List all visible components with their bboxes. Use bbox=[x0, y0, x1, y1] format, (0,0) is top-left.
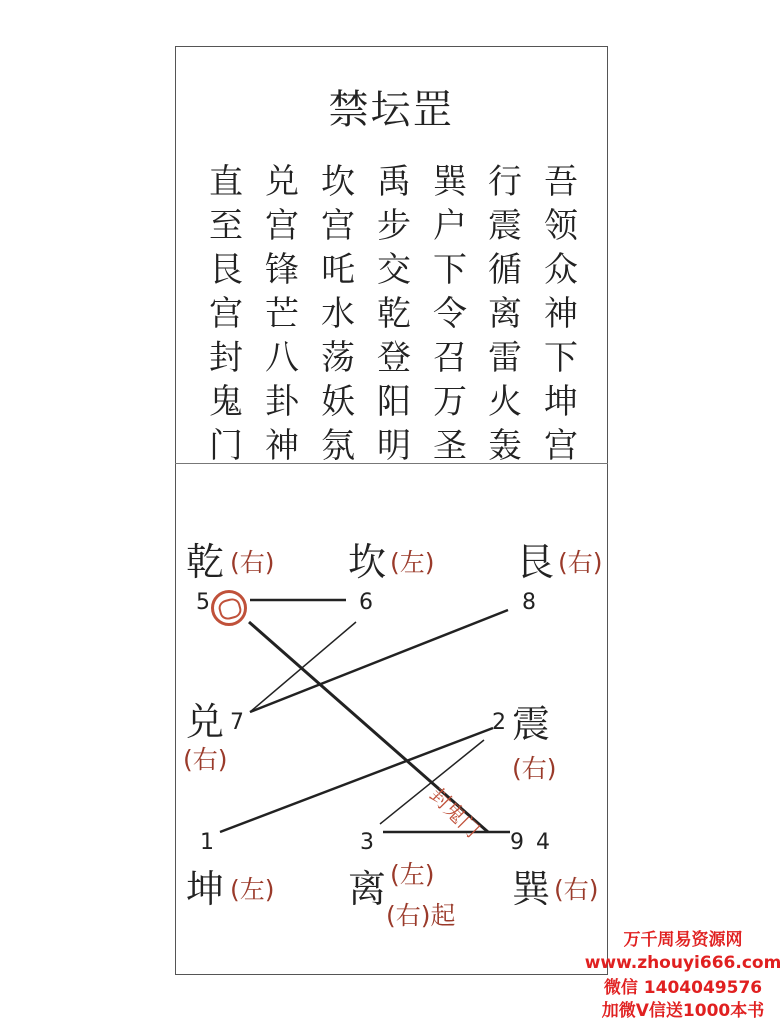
trigram-qian-number: 5 bbox=[196, 590, 210, 615]
trigram-gen-number: 8 bbox=[522, 590, 536, 615]
trigram-kan-number: 6 bbox=[359, 590, 373, 615]
trigram-gen-side: (右) bbox=[558, 548, 603, 577]
trigram-li: 离 bbox=[348, 867, 387, 911]
verse-column-5: 坎宫吒水荡妖氛 bbox=[321, 162, 355, 466]
trigram-xun-number: 9 bbox=[510, 830, 524, 855]
page-title: 禁坛罡 bbox=[328, 87, 455, 133]
verse-column-1: 吾领众神下坤宫 bbox=[544, 162, 578, 466]
trigram-zhen: 震 bbox=[512, 702, 551, 746]
watermark-line-4: 加微V信送1000本书 bbox=[601, 1001, 765, 1021]
trigram-li-side: (左) bbox=[390, 860, 435, 889]
trigram-qian-side: (右) bbox=[230, 548, 275, 577]
seal-stamp-icon bbox=[211, 590, 247, 626]
trigram-qian: 乾 bbox=[186, 540, 225, 584]
trigram-kun-number: 1 bbox=[200, 830, 214, 855]
trigram-zhen-side: (右) bbox=[512, 754, 557, 783]
trigram-dui-number: 7 bbox=[230, 710, 244, 735]
verse-column-7: 直至艮宫封鬼门 bbox=[209, 162, 243, 466]
trigram-kun-side: (左) bbox=[230, 875, 275, 904]
verse-column-6: 兑宫锋芒八卦神 bbox=[265, 162, 299, 466]
trigram-dui-side: (右) bbox=[183, 745, 228, 774]
gate-label: 封鬼门 bbox=[425, 782, 485, 843]
trigram-xun: 巽 bbox=[512, 867, 551, 911]
trigram-kun: 坤 bbox=[186, 867, 225, 911]
trigram-li-start: (右)起 bbox=[386, 901, 456, 930]
trigram-gen: 艮 bbox=[516, 540, 555, 584]
trigram-xun-number-2: 4 bbox=[536, 830, 550, 855]
watermark-line-3: 微信 1404049576 bbox=[603, 978, 763, 998]
trigram-kan-side: (左) bbox=[390, 548, 435, 577]
watermark-line-1: 万千周易资源网 bbox=[623, 930, 743, 950]
verse-column-4: 禹步交乾登阳明 bbox=[377, 162, 411, 466]
trigram-zhen-number: 2 bbox=[492, 710, 506, 735]
trigram-dui: 兑 bbox=[186, 700, 225, 744]
trigram-kan: 坎 bbox=[348, 540, 387, 584]
trigram-li-number: 3 bbox=[360, 830, 374, 855]
watermark-line-2: www.zhouyi666.com bbox=[584, 953, 782, 973]
verse-column-3: 巽户下令召万圣 bbox=[433, 162, 467, 466]
verse-column-2: 行震循离雷火轰 bbox=[488, 162, 522, 466]
path-7-8 bbox=[250, 610, 508, 712]
trigram-xun-side: (右) bbox=[554, 875, 599, 904]
